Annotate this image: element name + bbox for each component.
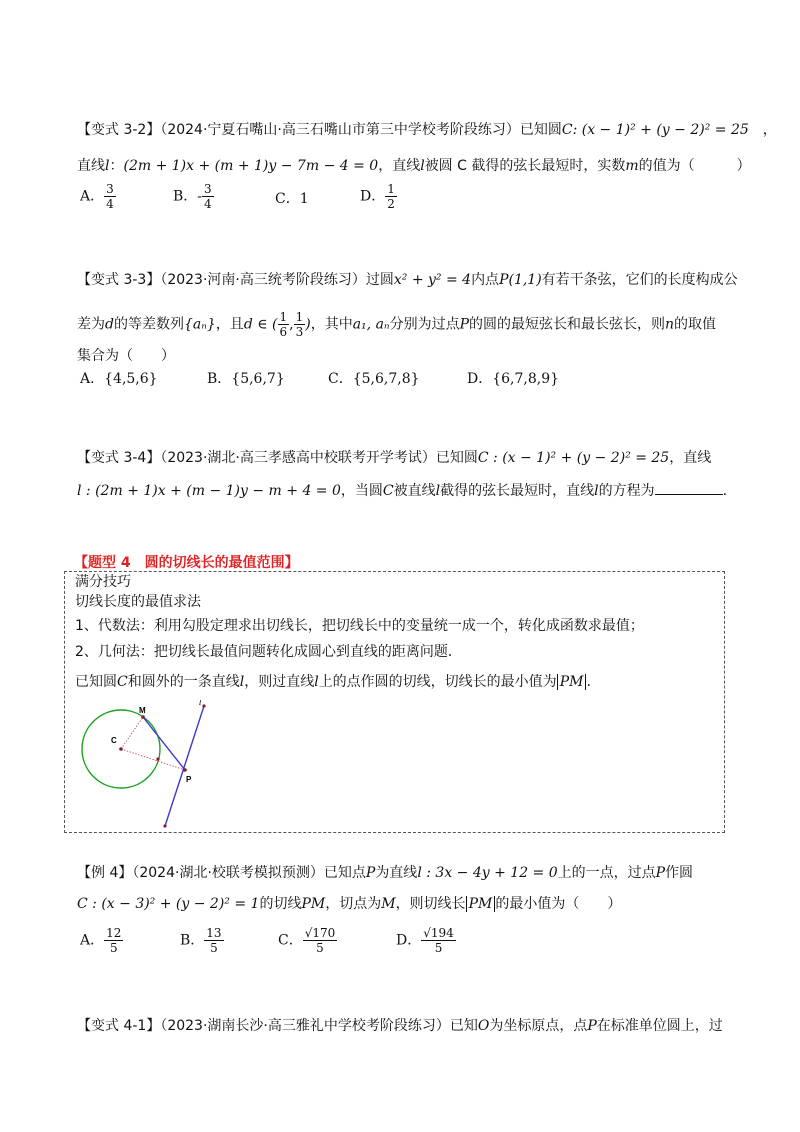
problem-text: 在标准单位圆上，过 [596, 1018, 723, 1034]
problem-text: 差为 [77, 316, 105, 333]
problem-source: （2023·河南·高三统考阶段练习） [160, 272, 366, 288]
option-a[interactable] [80, 926, 123, 955]
option-c[interactable] [275, 190, 309, 208]
abs-pm: PM [466, 896, 496, 912]
figure-point-l-bottom [163, 824, 166, 827]
variable-p: P [365, 865, 376, 881]
tip-3 [75, 672, 591, 692]
problem-text: 为直线 [375, 865, 418, 881]
option-label: C． [328, 371, 353, 387]
problem-text: 的最小值为（ ） [495, 896, 622, 912]
tip-1: 1、代数法：利用勾股定理求出切线长，把切线长中的变量统一成一个，转化成函数求最值； [75, 618, 644, 634]
option-label: C． [275, 191, 300, 207]
range-close: ) [305, 316, 311, 333]
line-name: l [105, 158, 110, 174]
option-label: C． [278, 932, 303, 949]
figure-point-mid [156, 757, 159, 760]
tip-text: ，则过直线 [244, 674, 315, 690]
variable-p: P [459, 316, 470, 333]
option-b[interactable] [180, 926, 224, 955]
variable-n: n [665, 316, 675, 333]
option-c[interactable] [278, 926, 337, 955]
variable-o: O [477, 1018, 490, 1034]
tip-text: . [586, 674, 591, 690]
tip-text: 上的点作圆的切线，切线长的最小值为 [318, 674, 557, 690]
option-fraction: $\frac{12}{5}$ [106, 926, 122, 955]
problem-text: 已知圆 [519, 122, 562, 138]
option-label: B． [173, 188, 198, 205]
problem-text: 过圆 [365, 272, 394, 288]
option-b[interactable] [207, 370, 285, 388]
problem-text: 的切线 [259, 896, 302, 912]
circle-equation: C : (x − 3)² + (y − 2)² = 1 [77, 896, 260, 912]
example-4-line-1 [77, 863, 693, 883]
problem-3-3-line-2: 差为d的等差数列{aₙ}，且d ∈ ( $\frac{1}{6}$ , $\frac{1}{3}$ )，其中a₁, aₙ分别为过点P的圆的最短弦长和最长弦长，则n的取值 [77, 310, 717, 339]
problem-text: 的方程为 [598, 483, 655, 499]
line-equation: (2m + 1)x + (m + 1)y − 7m − 4 = 0 [123, 158, 379, 174]
tip-text: 和圆外的一条直线 [127, 674, 240, 690]
figure-point-m [141, 715, 145, 719]
figure-label-m: M [139, 706, 146, 715]
option-c[interactable] [328, 370, 420, 388]
circle-equation: C : (x − 1)² + (y − 2)² = 25 [477, 450, 670, 466]
tip-2: 2、几何法：把切线长最值问题转化成圆心到直线的距离问题． [75, 644, 462, 660]
variable-l: l [314, 674, 319, 690]
line-name: l [420, 158, 425, 174]
problem-text: ，直线 [378, 158, 421, 174]
option-label: D． [467, 371, 493, 387]
tip-text: 已知圆 [75, 674, 117, 690]
problem-text: 被圆 C 截得的弦长最短时，实数 [424, 158, 626, 174]
segment-pm: PM [301, 896, 326, 912]
problem-source: （2023·湖南长沙·高三雅礼中学校考阶段练习） [160, 1018, 450, 1034]
problem-text: ，其中 [310, 316, 353, 333]
problem-text: 已知圆 [435, 450, 478, 466]
tangent-figure [73, 700, 233, 830]
figure-segment-cp [121, 749, 185, 770]
problem-text: 分别为过点 [389, 316, 460, 333]
option-d[interactable] [396, 926, 456, 955]
option-fraction: $\frac{1}{2}$ [387, 182, 395, 211]
variable-l: l [594, 483, 599, 499]
variable-c: C [117, 674, 128, 690]
problem-text: 的圆的最短弦长和最长弦长，则 [469, 316, 666, 333]
option-value: 1 [299, 191, 309, 207]
problem-source: （2023·湖北·高三孝感高中校联考开学考试） [160, 450, 436, 466]
problem-text: ： [109, 158, 124, 174]
point-p: P(1,1) [499, 272, 542, 288]
option-fraction: $\frac{3}{4}$ [204, 182, 212, 211]
option-value: {6,7,8,9} [492, 371, 560, 387]
figure-label-l: l [199, 700, 202, 707]
problem-3-2-line-2 [77, 156, 751, 176]
problem-text: 直线 [77, 158, 105, 174]
option-sign: - [197, 188, 203, 205]
option-fraction: $\frac{3}{4}$ [106, 182, 114, 211]
option-b[interactable] [173, 182, 214, 211]
problem-text: 上的一点，过点 [557, 865, 656, 881]
problem-tag: 【例 4】 [77, 865, 133, 881]
variable-d: d [105, 316, 114, 333]
range-open: d ∈ ( [243, 316, 278, 333]
option-label: D． [360, 188, 386, 205]
variable-m: m [625, 158, 639, 174]
problem-text: 集合为（ ） [77, 348, 175, 364]
option-value: {5,6,7} [231, 371, 285, 387]
problem-text: 作圆 [665, 865, 694, 881]
problem-text: 截得的弦长最短时，直线 [440, 483, 595, 499]
problem-text: 已知点 [323, 865, 366, 881]
figure-line-l [165, 706, 204, 826]
option-a[interactable] [80, 370, 158, 388]
range-high: $\frac{1}{3}$ [295, 310, 304, 339]
variable-p: P [587, 1018, 597, 1034]
problem-text: ，当圆 [340, 483, 383, 499]
line-equation: l : 3x − 4y + 12 = 0 [417, 865, 558, 881]
section-title: 【题型 4 圆的切线长的最值范围】 [74, 555, 299, 571]
figure-tangent-pm [143, 717, 185, 770]
tips-subtitle: 切线长度的最值求法 [75, 594, 201, 610]
problem-tag: 【变式 3-2】 [77, 122, 161, 138]
problem-3-4-line-1 [77, 448, 711, 468]
tips-box [64, 571, 725, 833]
option-value: {5,6,7,8} [352, 371, 420, 387]
problem-3-3-line-1 [77, 270, 738, 290]
option-label: A． [80, 932, 105, 949]
figure-point-c [119, 747, 123, 751]
problem-text: ，直线 [669, 450, 712, 466]
example-4-line-2 [77, 894, 621, 914]
problem-tag: 【变式 4-1】 [77, 1018, 161, 1034]
problem-text: 的值为（ ） [638, 158, 751, 174]
problem-3-4-line-2 [77, 480, 727, 501]
abs-pm: PM [557, 674, 587, 690]
figure-point-p [183, 768, 187, 772]
option-d[interactable] [467, 370, 559, 388]
range-low: $\frac{1}{6}$ [279, 310, 288, 339]
problem-tag: 【变式 3-3】 [77, 272, 161, 288]
figure-radius-cm [121, 717, 143, 749]
problem-text: 内点 [471, 272, 500, 288]
problem-text: 为坐标原点，点 [489, 1018, 588, 1034]
problem-text: 的取值 [674, 316, 717, 333]
option-d[interactable] [360, 182, 397, 211]
figure-label-p: P [186, 775, 192, 784]
variable-l: l [435, 483, 441, 499]
option-label: A． [80, 188, 105, 205]
circle-equation: C: (x − 1)² + (y − 2)² = 25 [561, 122, 749, 138]
problem-text: . [722, 483, 728, 499]
variable-c: C [382, 483, 394, 499]
problem-3-2-line-1: 【变式 3-2】（2024·宁夏石嘴山·高三石嘴山市第三中学校考阶段练习）已知圆C: (x − 1)² + (y − 2)² = 25 ， [77, 122, 777, 138]
problem-text: 有若干条弦，它们的长度构成公 [541, 272, 738, 288]
option-label: D． [396, 932, 422, 949]
problem-text: ，则切线长 [395, 896, 466, 912]
option-label: B． [180, 932, 205, 949]
problem-text: 的等差数列 [113, 316, 184, 333]
option-fraction: $\frac{√194}{5}$ [423, 926, 454, 955]
sequence: {aₙ} [183, 316, 216, 333]
problem-source: （2024·宁夏石嘴山·高三石嘴山市第三中学校考阶段练习） [160, 122, 520, 138]
answer-blank[interactable] [655, 480, 723, 495]
option-a[interactable] [80, 182, 116, 211]
problem-tag: 【变式 3-4】 [77, 450, 161, 466]
problem-source: （2024·湖北·校联考模拟预测） [132, 865, 324, 881]
option-fraction: $\frac{√170}{5}$ [304, 926, 336, 955]
tips-title: 满分技巧 [75, 574, 131, 590]
variable-p: P [655, 865, 666, 881]
figure-label-c: C [111, 736, 117, 745]
option-label: B． [207, 371, 232, 387]
circle-equation: x² + y² = 4 [393, 272, 472, 288]
option-value: {4,5,6} [104, 371, 158, 387]
problem-4-1-line-1 [77, 1016, 723, 1036]
problem-text: ，切点为 [325, 896, 382, 912]
figure-point-l-top [202, 704, 205, 707]
terms-a1-an: a₁, aₙ [352, 316, 390, 333]
option-label: A． [80, 371, 105, 387]
option-fraction: $\frac{13}{5}$ [206, 926, 222, 955]
variable-l: l [239, 674, 245, 690]
problem-text: 被直线 [393, 483, 436, 499]
problem-text: 已知 [449, 1018, 478, 1034]
line-equation: l : (2m + 1)x + (m − 1)y − m + 4 = 0 [77, 483, 341, 499]
problem-text: ，且 [215, 316, 244, 333]
variable-m: M [381, 896, 396, 912]
problem-3-3-line-3 [77, 346, 175, 366]
